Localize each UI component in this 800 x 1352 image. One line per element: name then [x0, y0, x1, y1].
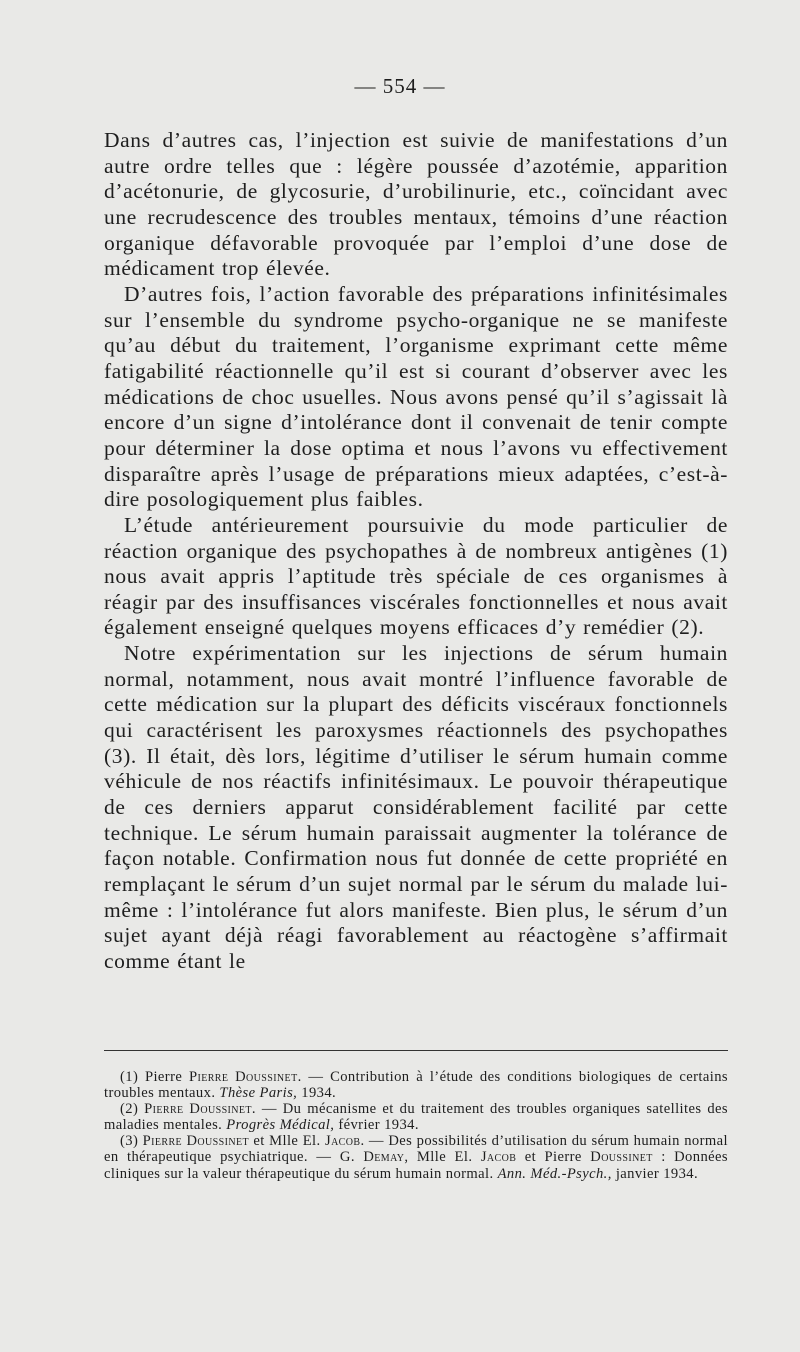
- footnote-2: [104, 1101, 728, 1133]
- footnote-text: : Données cliniques sur la valeur thérapeutique du sérum humain normal.: [104, 1149, 728, 1182]
- footnote-author: Demay,: [363, 1149, 409, 1166]
- footnote-1: (1) Pierre Pierre Doussinet. — Contribution à l’étude des conditions biologiques de certains troubles mentaux. Thèse Paris, 1934.: [104, 1069, 728, 1102]
- page-number: — 554 —: [354, 74, 446, 98]
- body-text: [104, 128, 728, 975]
- footnote-divider: [104, 1050, 728, 1051]
- footnote-text: et Pierre: [516, 1149, 591, 1166]
- paragraph: Dans d’autres cas, l’injection est suivie de manifestations d’un autre ordre telles que : légère poussée d’azotémie, apparition d’acétonurie, de glycosurie, d’urobilinurie, etc., coïncidant avec une recrudescence des troubles mentaux, témoins d’une réaction organique défavorable provoquée par l’emploi d’une dose de médicament trop élevée.: [104, 128, 728, 281]
- footnote-source: Ann. Méd.-Psych.,: [497, 1165, 612, 1182]
- footnote-number: (3): [120, 1133, 139, 1150]
- footnote-author: Jacob: [480, 1149, 517, 1166]
- footnote-date: janvier 1934.: [611, 1165, 699, 1182]
- footnote-author: Pierre Doussinet.: [188, 1069, 302, 1085]
- footnote-text: — Du mécanisme et du traitement des troubles organiques satellites des maladies mentales.: [104, 1101, 728, 1134]
- footnote-number: (1): [120, 1069, 139, 1085]
- footnote-source: Thèse Paris,: [219, 1085, 298, 1102]
- footnote-number: (2): [120, 1101, 139, 1118]
- footnote-date: 1934.: [297, 1085, 337, 1102]
- footnotes: [104, 1069, 728, 1182]
- paragraph: Notre expérimentation sur les injections de sérum humain normal, notamment, nous avait montré l’influence favorable de cette médication sur la plupart des déficits viscéraux fonctionnels qui caractérisent les paroxysmes réactionnels des psychopathes (3). Il était, dès lors, légitime d’utiliser le sérum humain comme véhicule de nos réactifs infinitésimaux. Le pouvoir thérapeutique de ces derniers apparut considérablement facilité par cette technique. Le sérum humain paraissait augmenter la tolérance de façon notable. Confirmation nous fut donnée de cette propriété en remplaçant le sérum d’un sujet normal par le sérum du malade lui-même : l’intolérance fut alors manifeste. Bien plus, le sérum d’un sujet ayant déjà réagi favorablement au réactogène s’affirmait comme étant le: [104, 641, 728, 973]
- footnote-author: Pierre Doussinet.: [144, 1101, 256, 1118]
- footnote-author: Doussinet: [590, 1149, 653, 1166]
- paragraph: L’étude antérieurement poursuivie du mode particulier de réaction organique des psychopathes à de nombreux antigènes (1) nous avait appris l’aptitude très spéciale de ces organismes à réagir par des insuffisances viscérales fonctionnelles et nous avait également enseigné quelques moyens efficaces d’y remédier (2).: [104, 512, 728, 640]
- footnote-author: Pierre Doussinet: [142, 1133, 249, 1150]
- footnote-3: [104, 1133, 728, 1181]
- paragraph: D’autres fois, l’action favorable des préparations infinitésimales sur l’ensemble du syndrome psycho-organique ne se manifeste qu’au début du traitement, l’organisme exprimant cette même fatigabilité réactionnelle qu’il est si courant d’observer avec les médications de choc usuelles. Nous avons pensé qu’il s’agissait là encore d’un signe d’intolérance dont il convenait de tenir compte pour déterminer la dose optima et nous l’avons vu effectivement disparaître après l’usage de préparations mieux adaptées, c’est-à-dire posologiquement plus faibles.: [104, 281, 728, 512]
- footnote-date: février 1934.: [334, 1117, 419, 1134]
- footnote-text: — Contribution à l’étude des conditions biologiques de certains troubles mentaux.: [104, 1069, 728, 1102]
- footnote-text: — Des possibilités d’utilisation du sérum humain normal en thérapeutique psychiatrique. — G.: [104, 1133, 728, 1166]
- footnote-author: Jacob.: [324, 1133, 365, 1150]
- footnote-text: Mlle El.: [408, 1149, 481, 1166]
- footnote-text: et Mlle El.: [248, 1133, 325, 1150]
- footnote-source: Progrès Médical,: [226, 1117, 335, 1134]
